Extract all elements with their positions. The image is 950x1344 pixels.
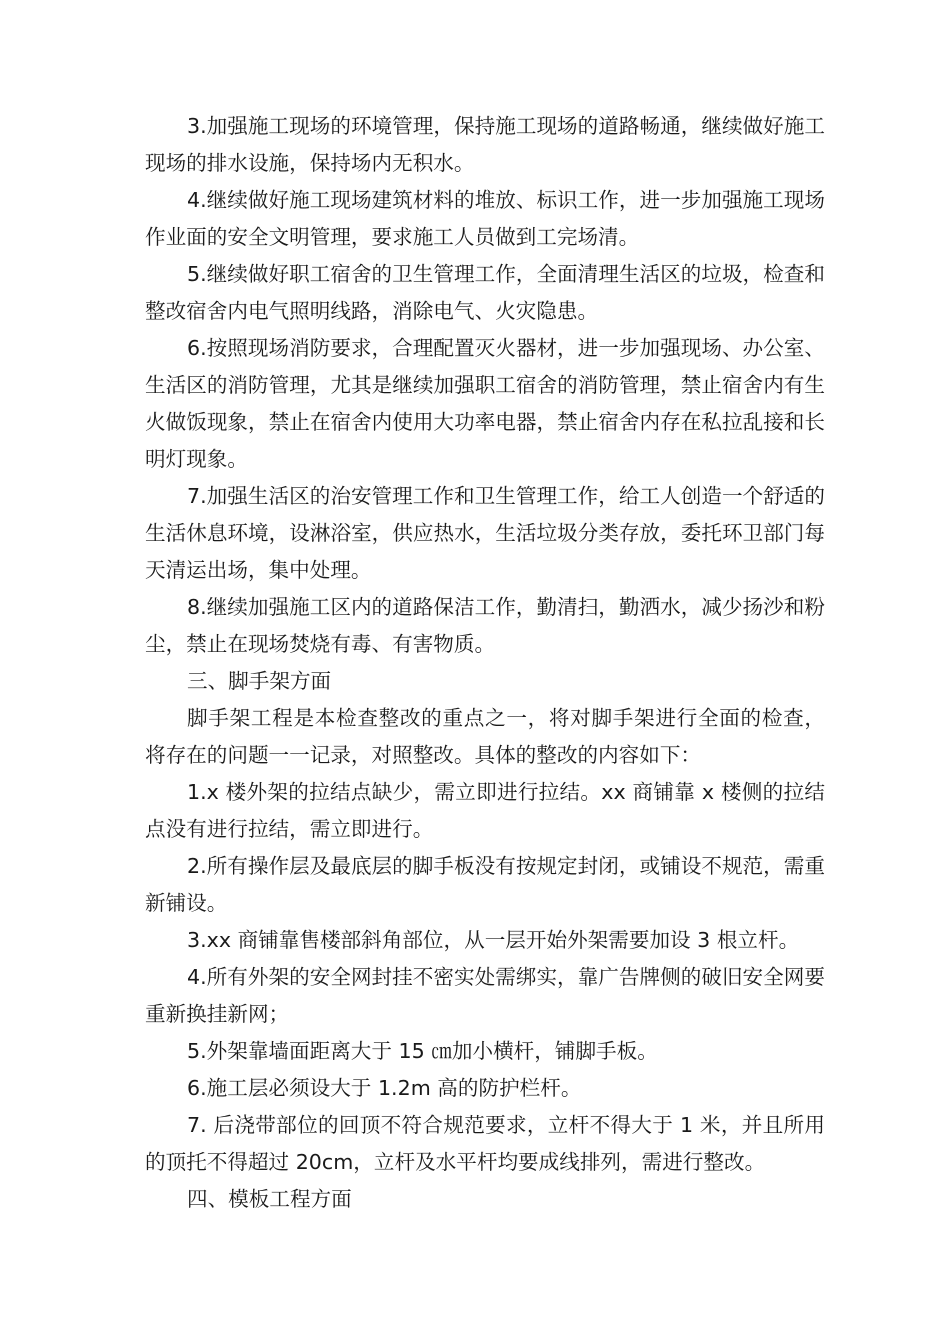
scaffolding-item-1: 1.x 楼外架的拉结点缺少，需立即进行拉结。xx 商铺靠 x 楼侧的拉结点没有进行拉结，需立即进行。	[145, 780, 825, 841]
paragraph-item-8: 8.继续加强施工区内的道路保洁工作，勤清扫，勤洒水，减少扬沙和粉尘，禁止在现场焚烧有毒、有害物质。	[145, 595, 825, 656]
document-page	[145, 108, 825, 1218]
paragraph-item-3: 3.加强施工现场的环境管理，保持施工现场的道路畅通，继续做好施工现场的排水设施，保持场内无积水。	[145, 114, 825, 175]
paragraph-item-4: 4.继续做好施工现场建筑材料的堆放、标识工作，进一步加强施工现场作业面的安全文明管理，要求施工人员做到工完场清。	[145, 188, 825, 249]
paragraph-item-6: 6.按照现场消防要求，合理配置灭火器材，进一步加强现场、办公室、生活区的消防管理，尤其是继续加强职工宿舍的消防管理，禁止宿舍内有生火做饭现象，禁止在宿舍内使用大功率电器，禁止宿舍内存在私拉乱接和长明灯现象。	[145, 336, 825, 471]
scaffolding-item-6: 6.施工层必须设大于 1.2m 高的防护栏杆。	[187, 1076, 582, 1100]
scaffolding-item-4: 4.所有外架的安全网封挂不密实处需绑实，靠广告牌侧的破旧安全网要重新换挂新网；	[145, 965, 825, 1026]
scaffolding-item-5: 5.外架靠墙面距离大于 15 ㎝加小横杆，铺脚手板。	[187, 1039, 658, 1063]
paragraph-item-5: 5.继续做好职工宿舍的卫生管理工作，全面清理生活区的垃圾，检查和整改宿舍内电气照明线路，消除电气、火灾隐患。	[145, 262, 825, 323]
paragraph-item-7: 7.加强生活区的治安管理工作和卫生管理工作，给工人创造一个舒适的生活休息环境，设淋浴室，供应热水，生活垃圾分类存放，委托环卫部门每天清运出场，集中处理。	[145, 484, 825, 582]
section-heading-scaffolding: 三、脚手架方面	[187, 669, 332, 693]
scaffolding-item-2: 2.所有操作层及最底层的脚手板没有按规定封闭，或铺设不规范，需重新铺设。	[145, 854, 825, 915]
scaffolding-item-7: 7. 后浇带部位的回顶不符合规范要求，立杆不得大于 1 米，并且所用的顶托不得超过 20cm，立杆及水平杆均要成线排列，需进行整改。	[145, 1113, 825, 1174]
scaffolding-intro: 脚手架工程是本检查整改的重点之一，将对脚手架进行全面的检查，将存在的问题一一记录，对照整改。具体的整改的内容如下：	[145, 706, 825, 767]
scaffolding-item-3: 3.xx 商铺靠售楼部斜角部位，从一层开始外架需要加设 3 根立杆。	[187, 928, 800, 952]
section-heading-formwork: 四、模板工程方面	[187, 1187, 352, 1211]
